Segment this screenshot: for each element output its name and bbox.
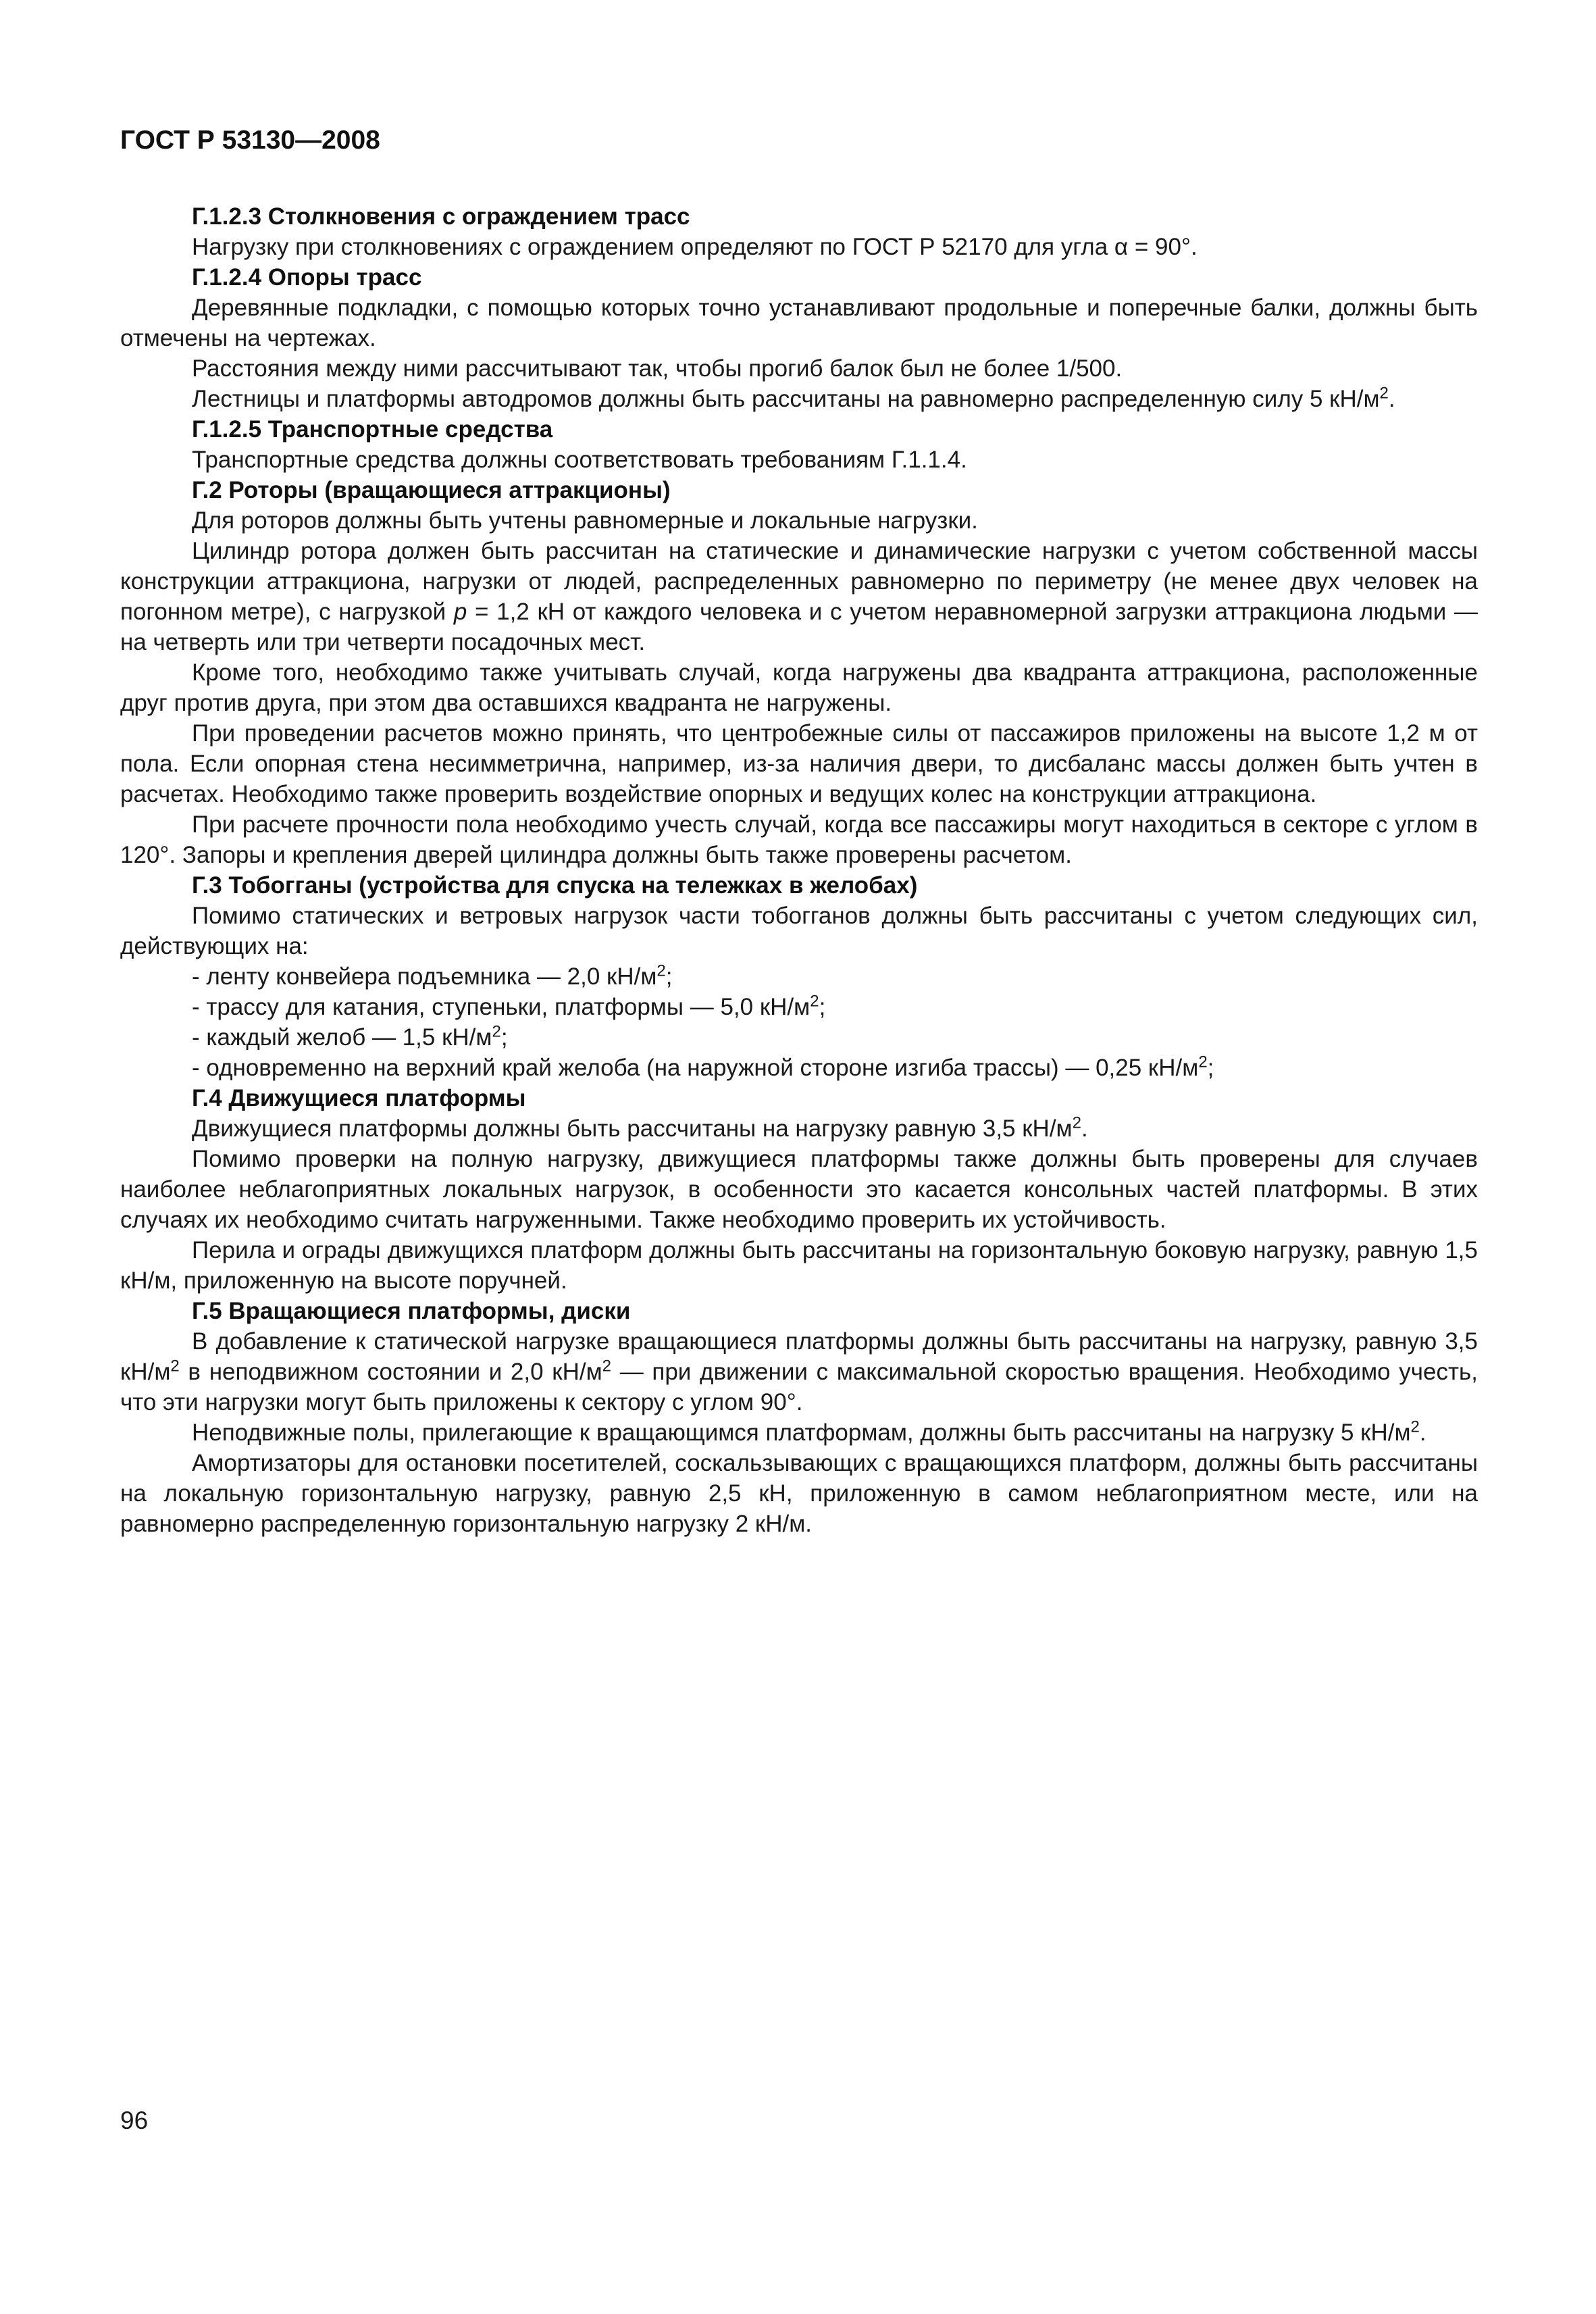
text-run: - ленту конвейера подъемника — 2,0 кН/м	[192, 963, 657, 990]
text-run: В добавление к статической нагрузке вращающиеся платформы должны быть рассчитаны на нагрузку, равную 3,5 кН/м	[120, 1328, 1478, 1385]
section-heading-g-4: Г.4 Движущиеся платформы	[192, 1085, 526, 1111]
paragraph: Помимо статических и ветровых нагрузок части тобогганов должны быть рассчитаны с учетом следующих сил, действующих на:	[120, 903, 1478, 959]
paragraph: Для роторов должны быть учтены равномерные и локальные нагрузки.	[192, 507, 978, 534]
text-run: Движущиеся платформы должны быть рассчитаны на нагрузку равную 3,5 кН/м	[192, 1115, 1073, 1142]
text-run: .	[1419, 1419, 1426, 1446]
text-run: Неподвижные полы, прилегающие к вращающимся платформам, должны быть рассчитаны на нагрузку 5 кН/м	[192, 1419, 1411, 1446]
paragraph: При проведении расчетов можно принять, что центробежные силы от пассажиров приложены на высоте 1,2 м от пола. Если опорная стена несимметрична, например, из-за наличия двери, то дисбаланс массы должен быть учтен в расчетах. Необходимо также проверить воздействие опорных и ведущих колес на конструкции аттракциона.	[120, 720, 1478, 807]
paragraph	[120, 1417, 1478, 1448]
document-header: ГОСТ Р 53130—2008	[120, 126, 380, 155]
section-heading-g-1-2-3: Г.1.2.3 Столкновения с ограждением трасс	[192, 203, 690, 230]
superscript: 2	[657, 961, 666, 980]
superscript: 2	[810, 992, 819, 1011]
paragraph	[120, 384, 1478, 414]
paragraph: Перила и ограды движущихся платформ должны быть рассчитаны на горизонтальную боковую нагрузку, равную 1,5 кН/м, приложенную на высоте поручней.	[120, 1237, 1478, 1294]
text-run: ;	[1207, 1055, 1214, 1081]
paragraph: Транспортные средства должны соответствовать требованиям Г.1.1.4.	[192, 447, 967, 473]
paragraph: При расчете прочности пола необходимо учесть случай, когда все пассажиры могут находиться в секторе с углом в 120°. Запоры и крепления дверей цилиндра должны быть также проверены расчетом.	[120, 811, 1478, 868]
text-run: ;	[819, 994, 826, 1020]
section-heading-g-1-2-5: Г.1.2.5 Транспортные средства	[192, 416, 553, 443]
paragraph	[120, 1326, 1478, 1417]
superscript: 2	[492, 1022, 501, 1041]
text-run: = 1,2 кН от каждого человека и с учетом неравномерной загрузки аттракциона людьми — на четверть или три четверти посадочных мест.	[120, 599, 1478, 655]
text-run: — при движении с максимальной скоростью вращения. Необходимо учесть, что эти нагрузки могут быть приложены к сектору с углом 90°.	[120, 1359, 1478, 1415]
superscript: 2	[602, 1357, 612, 1376]
paragraph	[120, 1113, 1478, 1144]
list-item	[120, 961, 1478, 992]
paragraph: Деревянные подкладки, с помощью которых точно устанавливают продольные и поперечные балки, должны быть отмечены на чертежах.	[120, 295, 1478, 351]
list-item	[120, 1053, 1478, 1083]
superscript: 2	[170, 1357, 180, 1376]
list-item	[120, 992, 1478, 1022]
section-heading-g-1-2-4: Г.1.2.4 Опоры трасс	[192, 264, 422, 291]
list-item	[120, 1022, 1478, 1053]
superscript: 2	[1379, 384, 1389, 403]
section-heading-g-3: Г.3 Тобогганы (устройства для спуска на тележках в желобах)	[192, 872, 918, 899]
text-run: Цилиндр ротора должен быть рассчитан на статические и динамические нагрузки с учетом собственной массы конструкции аттракциона, нагрузки от людей, распределенных равномерно по периметру (не менее двух человек на погонном метре), с нагрузкой	[120, 538, 1478, 625]
paragraph: Нагрузку при столкновениях с ограждением определяют по ГОСТ Р 52170 для угла α = 90°.	[192, 234, 1198, 260]
superscript: 2	[1198, 1053, 1208, 1072]
paragraph: Расстояния между ними рассчитывают так, чтобы прогиб балок был не более 1/500.	[192, 355, 1123, 382]
text-run: .	[1388, 386, 1395, 412]
document-body	[120, 201, 1478, 1539]
paragraph: Помимо проверки на полную нагрузку, движущиеся платформы также должны быть проверены для случаев наиболее неблагоприятных локальных нагрузок, в особенности это касается консольных частей платформы. В этих случаях их необходимо считать нагруженными. Также необходимо проверить их устойчивость.	[120, 1146, 1478, 1233]
section-heading-g-2: Г.2 Роторы (вращающиеся аттракционы)	[192, 477, 671, 503]
text-run: ;	[500, 1024, 508, 1051]
page-number: 96	[120, 2107, 149, 2134]
text-run: Лестницы и платформы автодромов должны быть рассчитаны на равномерно распределенную силу 5 кН/м	[192, 386, 1380, 412]
text-run: в неподвижном состоянии и 2,0 кН/м	[179, 1359, 602, 1385]
text-run: ;	[665, 963, 673, 990]
text-run: .	[1081, 1115, 1088, 1142]
section-heading-g-5: Г.5 Вращающиеся платформы, диски	[192, 1298, 631, 1324]
superscript: 2	[1410, 1417, 1420, 1436]
text-run: - трассу для катания, ступеньки, платформы — 5,0 кН/м	[192, 994, 810, 1020]
paragraph: Амортизаторы для остановки посетителей, соскальзывающих с вращающихся платформ, должны быть рассчитаны на локальную горизонтальную нагрузку, равную 2,5 кН, приложенную в самом неблагоприятном месте, или на равномерно распределенную горизонтальную нагрузку 2 кН/м.	[120, 1450, 1478, 1537]
superscript: 2	[1072, 1113, 1081, 1132]
variable-p: p	[453, 599, 467, 625]
paragraph	[120, 536, 1478, 657]
text-run: - каждый желоб — 1,5 кН/м	[192, 1024, 492, 1051]
text-run: - одновременно на верхний край желоба (на наружной стороне изгиба трассы) — 0,25 кН/м	[192, 1055, 1199, 1081]
paragraph: Кроме того, необходимо также учитывать случай, когда нагружены два квадранта аттракциона, расположенные друг против друга, при этом два оставшихся квадранта не нагружены.	[120, 659, 1478, 716]
